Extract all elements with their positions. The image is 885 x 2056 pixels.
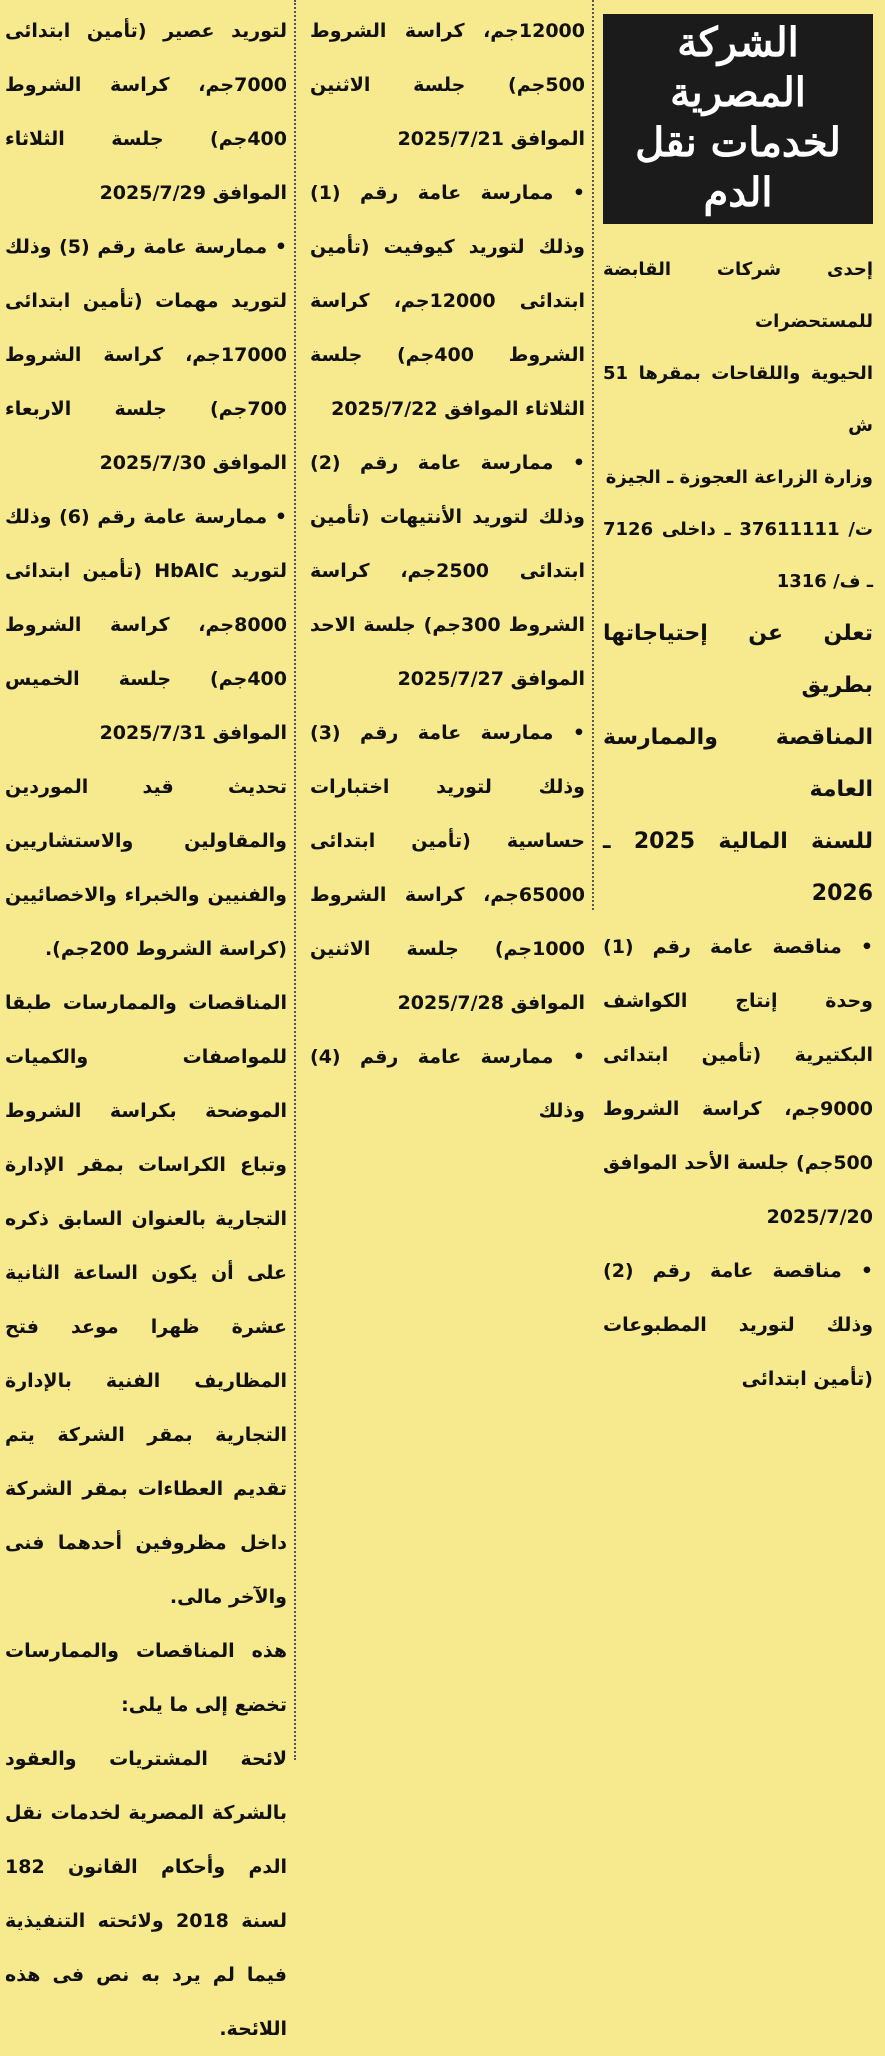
right-column [603, 0, 873, 1406]
tender-item: لتوريد عصير (تأمين ابتدائى 7000جم، كراسة الشروط 400جم) جلسة الثلاثاء الموافق 2025/7/29 [5, 20, 287, 204]
company-title-line1: الشركة المصرية [670, 19, 806, 116]
company-title-box [603, 14, 873, 224]
right-items [603, 920, 873, 1406]
company-title-line2: لخدمات نقل الدم [635, 119, 841, 216]
company-intro [603, 244, 873, 608]
tender-item: 12000جم، كراسة الشروط 500جم) جلسة الاثنين الموافق 2025/7/21 [310, 20, 585, 150]
tender-item: • ممارسة عامة رقم (3) وذلك لتوريد اختبارات حساسية (تأمين ابتدائى 65000جم، كراسة الشروط 1000جم) جلسة الاثنين الموافق 2025/7/28 [310, 722, 585, 1014]
tender-item: • ممارسة عامة رقم (5) وذلك لتوريد مهمات (تأمين ابتدائى 17000جم، كراسة الشروط 700جم) جلسة الاربعاء الموافق 2025/7/30 [5, 236, 288, 474]
tender-item: • ممارسة عامة رقم (2) وذلك لتوريد الأنتيهات (تأمين ابتدائى 2500جم، كراسة الشروط 300جم) جلسة الاحد الموافق 2025/7/27 [310, 452, 585, 690]
intro-line: إحدى شركات القابضة للمستحضرات [603, 259, 873, 332]
tender-item: • ممارسة عامة رقم (6) وذلك لتوريد HbAlC (تأمين ابتدائى 8000جم، كراسة الشروط 400جم) جلسة الخميس الموافق 2025/7/31 [5, 506, 288, 744]
rules-heading: هذه المناقصات والممارسات تخضع إلى ما يلى: [5, 1640, 287, 1716]
left-column [5, 0, 287, 2056]
registry-update-note: تحديث قيد الموردين والمقاولين والاستشاريين والفنيين والخبراء والاخصائيين (كراسة الشروط 200جم). [5, 776, 287, 960]
column-divider [294, 0, 296, 1760]
middle-column [310, 0, 585, 1138]
announce-line: للسنة المالية 2025 ـ 2026 [603, 829, 873, 906]
terms-paragraph: المناقصات والممارسات طبقا للمواصفات والكميات الموضحة بكراسة الشروط وتباع الكراسات بمقر الإدارة التجارية بالعنوان السابق ذكره على أن يكون الساعة الثانية عشرة ظهرا موعد فتح المظاريف الفنية بالإدارة التجارية بمقر الشركة يتم تقديم العطاءات بمقر الشركة داخل مظروفين أحدهما فنى والآخر مالى. [5, 992, 287, 1608]
announce-line: تعلن عن إحتياجاتها بطريق [603, 621, 873, 698]
announcement [603, 608, 873, 920]
column-divider [592, 0, 594, 910]
tender-item: • ممارسة عامة رقم (1) وذلك لتوريد كيوفيت (تأمين ابتدائى 12000جم، كراسة الشروط 400جم) جلسة الثلاثاء الموافق 2025/7/22 [310, 182, 585, 420]
intro-line: ت/ 37611111 ـ داخلى 7126 ـ ف/ 1316 [603, 519, 874, 592]
intro-line: وزارة الزراعة العجوزة ـ الجيزة [605, 467, 873, 488]
announce-line: المناقصة والممارسة العامة [603, 725, 873, 802]
regulation-paragraph: لائحة المشتريات والعقود بالشركة المصرية لخدمات نقل الدم وأحكام القانون 182 لسنة 2018 ولائحته التنفيذية فيما لم يرد به نص فى هذه اللائحة. [5, 1748, 287, 2040]
tender-item: • ممارسة عامة رقم (4) وذلك [310, 1046, 585, 1122]
tender-item: • مناقصة عامة رقم (1) وحدة إنتاج الكواشف البكتيرية (تأمين ابتدائى 9000جم، كراسة الشروط 500جم) جلسة الأحد الموافق 2025/7/20 [603, 936, 873, 1228]
intro-line: الحيوية واللقاحات بمقرها 51 ش [603, 363, 873, 436]
tender-item: • مناقصة عامة رقم (2) وذلك لتوريد المطبوعات (تأمين ابتدائى [603, 1260, 873, 1390]
